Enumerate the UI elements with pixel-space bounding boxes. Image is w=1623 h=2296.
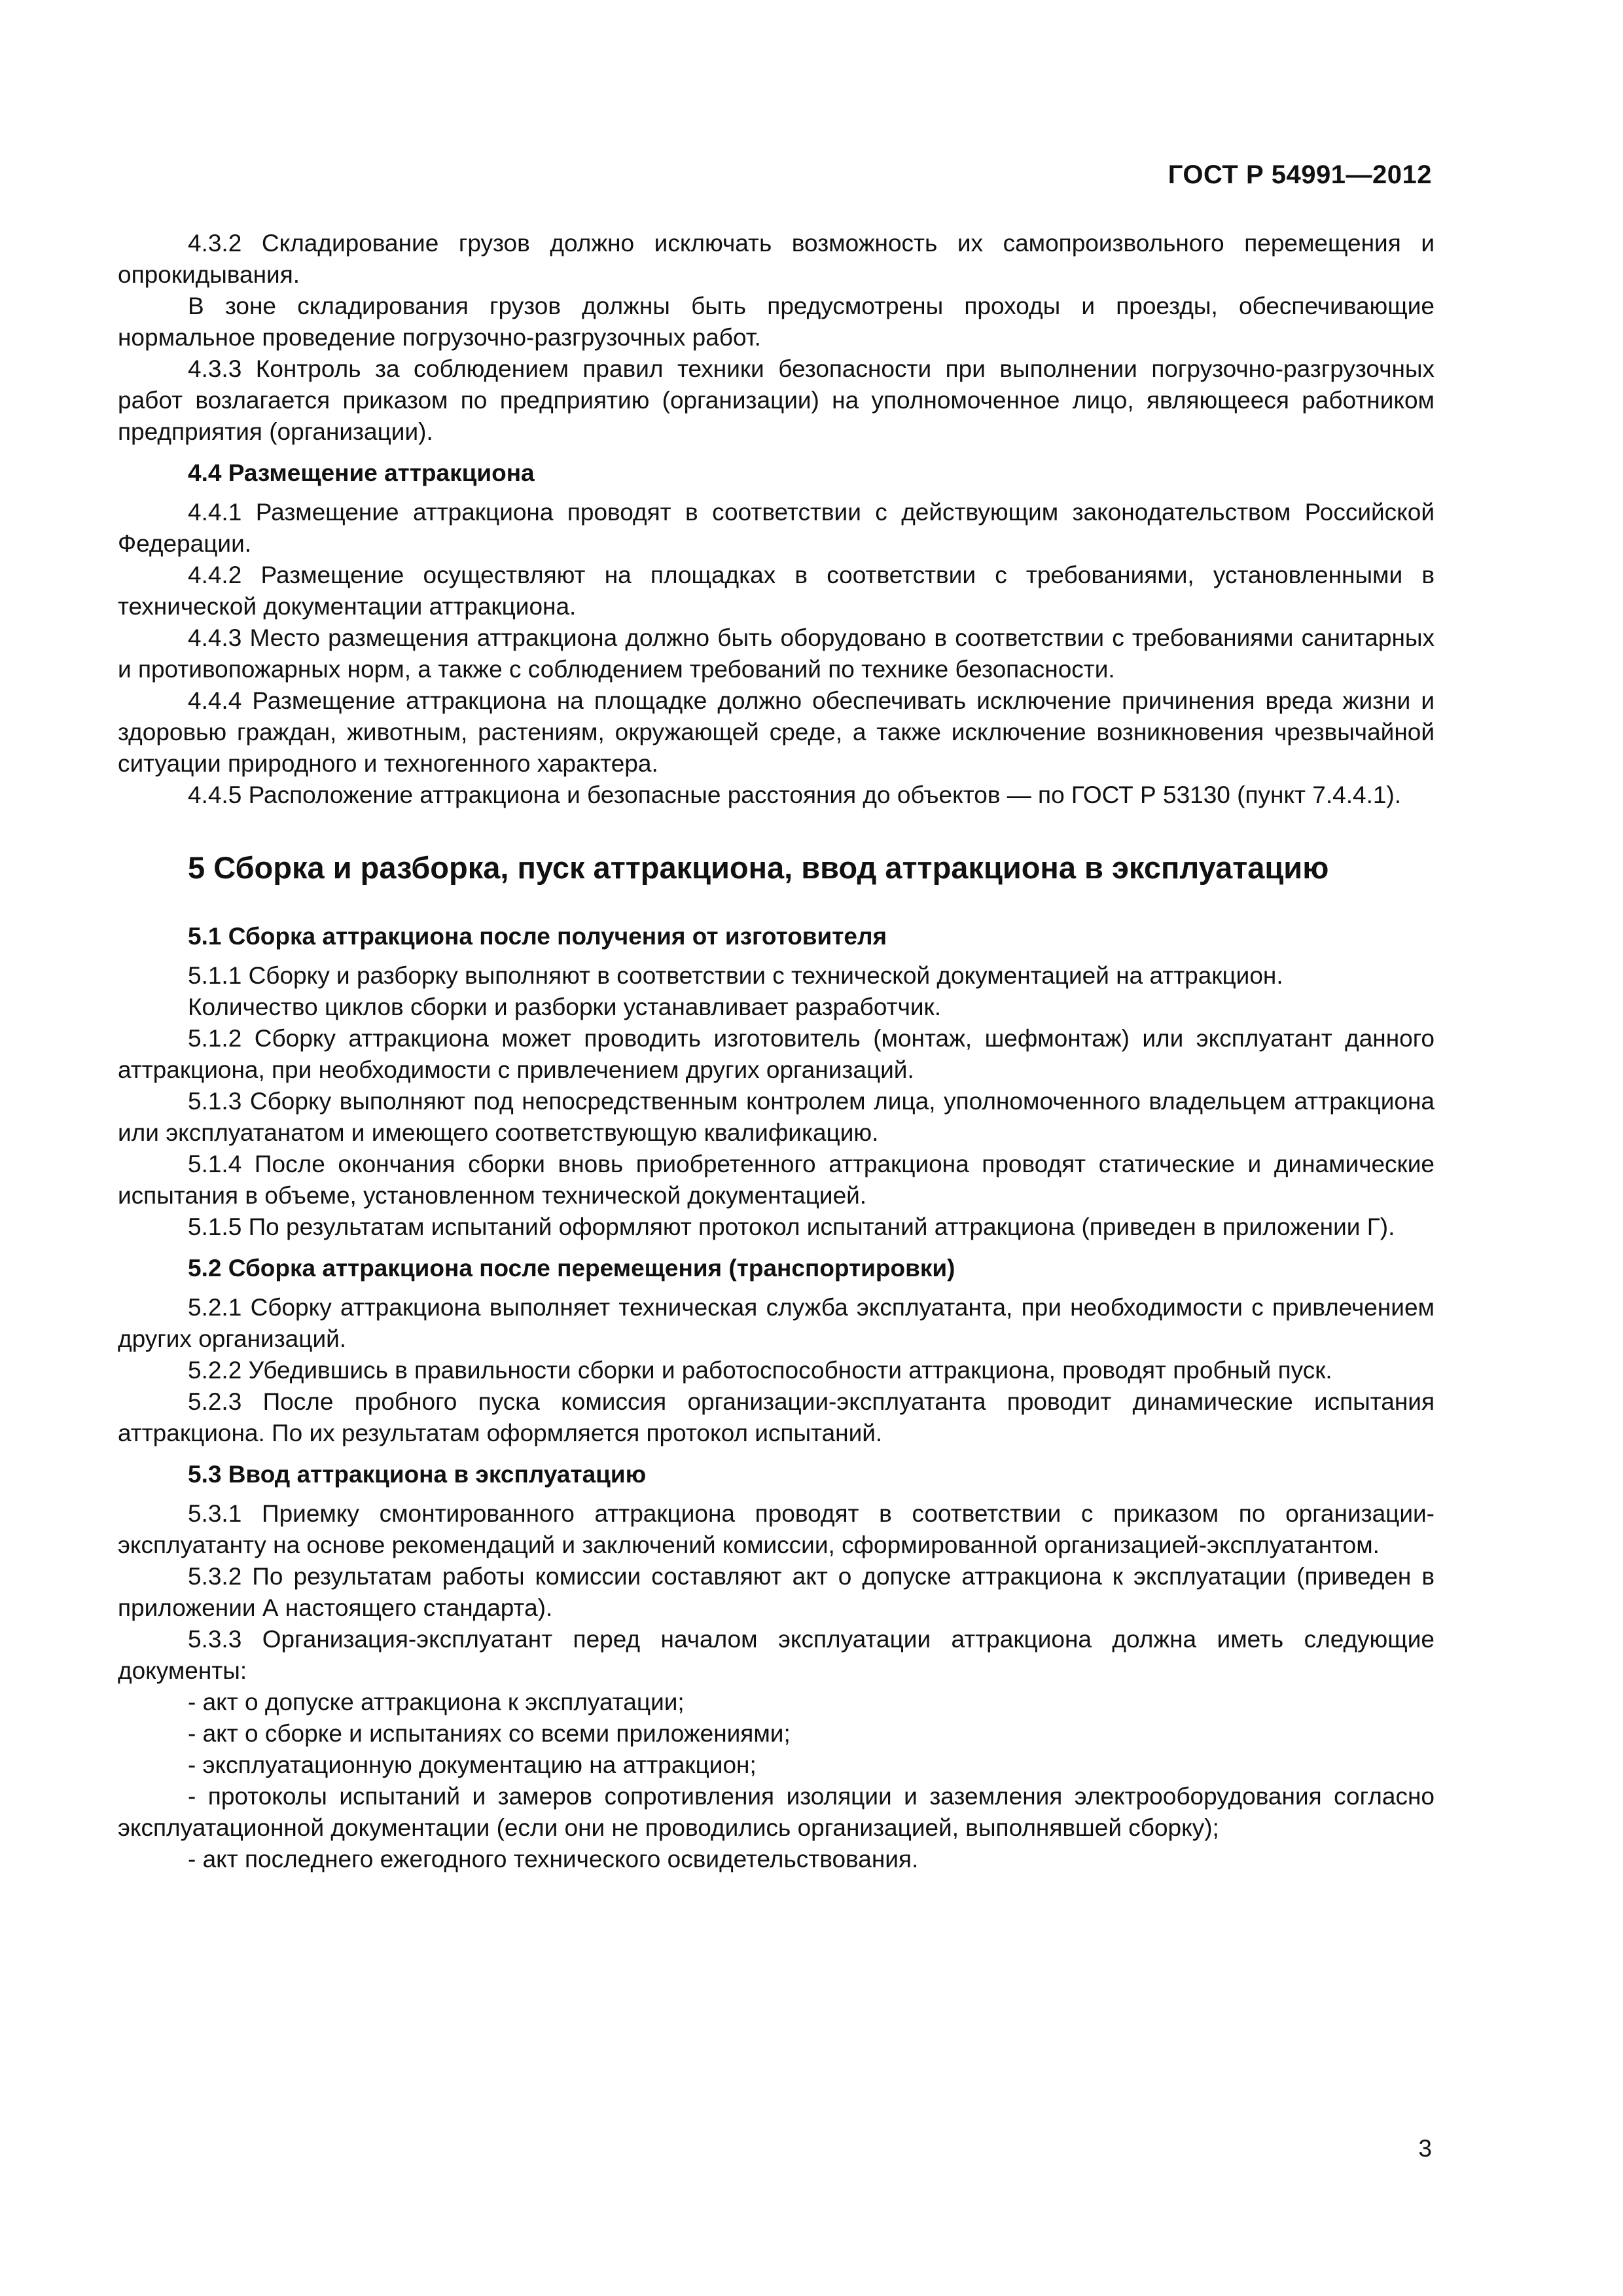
- paragraph-4-3-2-cont: В зоне складирования грузов должны быть предусмотрены проходы и проезды, обеспечивающие нормальное проведение погрузочно-разгрузочных работ.: [118, 293, 1435, 351]
- paragraph-5-2-3: 5.2.3 После пробного пуска комиссия организации-эксплуатанта проводит динамические испытания аттракциона. По их результатам оформляется протокол испытаний.: [118, 1388, 1435, 1446]
- paragraph-4-4-2: 4.4.2 Размещение осуществляют на площадках в соответствии с требованиями, установленными в технической документации аттракциона.: [118, 562, 1435, 620]
- list-item: - эксплуатационную документацию на аттракцион;: [188, 1751, 757, 1778]
- paragraph-5-3-2: 5.3.2 По результатам работы комиссии составляют акт о допуске аттракциона к эксплуатации (приведен в приложении А настоящего стандарта).: [118, 1563, 1435, 1621]
- list-item: - акт о сборке и испытаниях со всеми приложениями;: [188, 1720, 791, 1747]
- paragraph-4-4-3: 4.4.3 Место размещения аттракциона должно быть оборудовано в соответствии с требованиями санитарных и противопожарных норм, а также с соблюдением требований по технике безопасности.: [118, 624, 1435, 683]
- paragraph-4-3-2: 4.3.2 Складирование грузов должно исключать возможность их самопроизвольного перемещения и опрокидывания.: [118, 230, 1435, 288]
- page-number: 3: [1418, 2135, 1432, 2162]
- paragraph-4-4-4: 4.4.4 Размещение аттракциона на площадке должно обеспечивать исключение причинения вреда жизни и здоровью граждан, животным, растениям, окружающей среде, а также исключение возникновения чрезвычайной ситуации природного и техногенного характера.: [118, 687, 1435, 777]
- paragraph-5-1-2: 5.1.2 Сборку аттракциона может проводить изготовитель (монтаж, шефмонтаж) или эксплуатант данного аттракциона, при необходимости с привлечением других организаций.: [118, 1025, 1435, 1083]
- paragraph-5-1-4: 5.1.4 После окончания сборки вновь приобретенного аттракциона проводят статические и динамические испытания в объеме, установленном технической документацией.: [118, 1151, 1435, 1209]
- paragraph-5-2-2: 5.2.2 Убедившись в правильности сборки и работоспособности аттракциона, проводят пробный пуск.: [188, 1357, 1332, 1384]
- list-item: - акт последнего ежегодного технического освидетельствования.: [188, 1846, 919, 1873]
- list-item: - протоколы испытаний и замеров сопротивления изоляции и заземления электрооборудования согласно эксплуатационной документации (если они не проводились организацией, выполнявшей сборку);: [118, 1783, 1435, 1841]
- document-id-header: ГОСТ Р 54991—2012: [1168, 160, 1432, 189]
- paragraph-4-4-5: 4.4.5 Расположение аттракциона и безопасные расстояния до объектов — по ГОСТ Р 53130 (пункт 7.4.4.1).: [188, 781, 1402, 808]
- list-item: - акт о допуске аттракциона к эксплуатации;: [188, 1689, 685, 1715]
- paragraph-5-2-1: 5.2.1 Сборку аттракциона выполняет техническая служба эксплуатанта, при необходимости с привлечением других организаций.: [118, 1294, 1435, 1352]
- paragraph-5-1-1-cont: Количество циклов сборки и разборки устанавливает разработчик.: [188, 994, 941, 1020]
- paragraph-4-4-1: 4.4.1 Размещение аттракциона проводят в соответствии с действующим законодательством Российской Федерации.: [118, 499, 1435, 557]
- section-heading-5: 5 Сборка и разборка, пуск аттракциона, ввод аттракциона в эксплуатацию: [188, 850, 1329, 885]
- paragraph-5-3-1: 5.3.1 Приемку смонтированного аттракциона проводят в соответствии с приказом по организации-эксплуатанту на основе рекомендаций и заключений комиссии, сформированной организацией-эксплуатантом.: [118, 1500, 1435, 1558]
- section-heading-5-2: 5.2 Сборка аттракциона после перемещения (транспортировки): [188, 1255, 955, 1282]
- paragraph-5-1-3: 5.1.3 Сборку выполняют под непосредственным контролем лица, уполномоченного владельцем аттракциона или эксплуатанатом и имеющего соответствующую квалификацию.: [118, 1088, 1435, 1146]
- section-heading-4-4: 4.4 Размещение аттракциона: [188, 459, 535, 486]
- section-heading-5-3: 5.3 Ввод аттракциона в эксплуатацию: [188, 1461, 647, 1488]
- section-heading-5-1: 5.1 Сборка аттракциона после получения от изготовителя: [188, 923, 887, 950]
- document-body: [118, 228, 1435, 1875]
- paragraph-5-3-3: 5.3.3 Организация-эксплуатант перед началом эксплуатации аттракциона должна иметь следующие документы:: [118, 1626, 1435, 1684]
- paragraph-5-1-1: 5.1.1 Сборку и разборку выполняют в соответствии с технической документацией на аттракцион.: [188, 962, 1283, 989]
- paragraph-5-1-5: 5.1.5 По результатам испытаний оформляют протокол испытаний аттракциона (приведен в приложении Г).: [188, 1213, 1395, 1240]
- paragraph-4-3-3: 4.3.3 Контроль за соблюдением правил техники безопасности при выполнении погрузочно-разгрузочных работ возлагается приказом по предприятию (организации) на уполномоченное лицо, являющееся работником предприятия (организации).: [118, 355, 1435, 445]
